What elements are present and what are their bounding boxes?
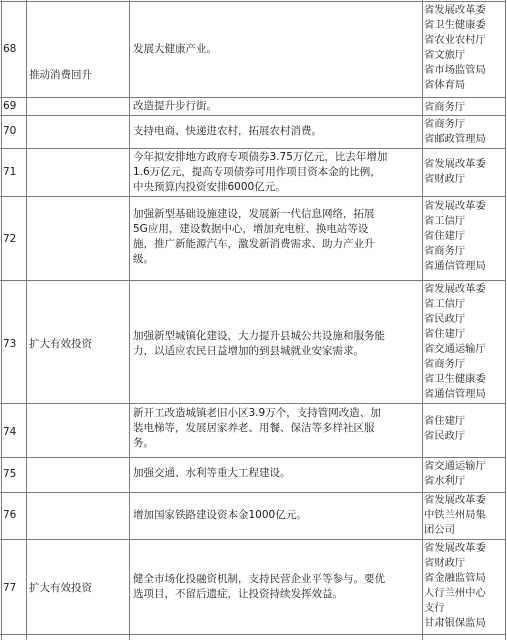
- row-divider: [0, 97, 26, 98]
- row-divider: [0, 196, 26, 197]
- task-line: 今年拟安排地方政府专项债券3.75万亿元，比去年增加: [133, 151, 388, 163]
- row-number: 68: [3, 43, 17, 55]
- dept-line: 省金融监管局: [424, 572, 486, 584]
- task-line: 务。: [133, 437, 154, 449]
- dept-line: 团公司: [424, 524, 455, 536]
- column-divider: [129, 0, 130, 640]
- dept-line: 省通信管理局: [424, 260, 486, 272]
- dept-line: 省水利厅: [424, 475, 466, 487]
- dept-line: 省工信厅: [424, 298, 466, 310]
- row-number: 69: [3, 100, 17, 112]
- dept-line: 省财政厅: [424, 173, 466, 185]
- dept-line: 省商务厅: [424, 101, 466, 113]
- dept-line: 省工信厅: [424, 215, 466, 227]
- row-divider: [0, 457, 26, 458]
- category-cell: 扩大有效投资: [29, 338, 92, 350]
- task-line: 5G应用，建设数据中心，增加充电桩、换电站等设: [133, 223, 369, 235]
- dept-line: 省卫生健康委: [424, 19, 486, 31]
- dept-line: 省商务厅: [424, 245, 466, 257]
- row-divider: [26, 97, 505, 98]
- task-line: 装电梯等，发展居家养老、用餐、保洁等多样社区服: [133, 422, 375, 434]
- task-line: 加强交通、水利等重大工程建设。: [133, 467, 291, 479]
- row-number: 74: [3, 426, 17, 438]
- dept-line: 省发展改革委: [424, 4, 486, 16]
- task-line: 新开工改造城镇老旧小区3.9万个，支持管网改造、加: [133, 407, 381, 419]
- dept-line: 省住建厅: [424, 415, 466, 427]
- task-line: 中央预算内投资安排6000亿元。: [133, 181, 286, 193]
- dept-line: 支行: [424, 602, 445, 614]
- dept-line: 省商务厅: [424, 118, 466, 130]
- row-divider: [0, 492, 26, 493]
- task-line: 施，推广新能源汽车，激发新消费需求、助力产业升: [133, 238, 375, 250]
- task-line: 增加国家铁路建设资本金1000亿元。: [133, 509, 307, 521]
- row-divider: [26, 492, 505, 493]
- row-number: 72: [3, 233, 17, 245]
- task-line: 级。: [133, 253, 154, 265]
- dept-line: 省发展改革委: [424, 283, 486, 295]
- row-divider: [0, 634, 505, 635]
- task-line: 力，以适应农民日益增加的到县城就业安家需求。: [133, 345, 364, 357]
- task-line: 改造提升步行街。: [133, 100, 217, 112]
- task-line: 支持电商、快递进农村，拓展农村消费。: [133, 125, 322, 137]
- task-line: 选项目，不留后遗症，让投资持续发挥效益。: [133, 588, 343, 600]
- dept-line: 省财政厅: [424, 557, 466, 569]
- dept-line: 省市场监管局: [424, 64, 486, 76]
- dept-line: 省交通运输厅: [424, 343, 486, 355]
- row-number: 73: [3, 338, 17, 350]
- row-divider: [26, 403, 505, 404]
- dept-line: 中铁兰州局集: [424, 509, 486, 521]
- row-divider: [0, 115, 26, 116]
- dept-line: 省发展改革委: [424, 542, 486, 554]
- dept-line: 省住建厅: [424, 230, 466, 242]
- dept-line: 人行兰州中心: [424, 587, 486, 599]
- category-cell: 推动消费回升: [29, 69, 92, 81]
- task-line: 1.6万亿元，提高专项债券可用作项目资本金的比例，: [133, 166, 381, 178]
- row-number: 76: [3, 509, 17, 521]
- row-divider: [26, 115, 505, 116]
- row-number: 75: [3, 468, 17, 480]
- row-number: 70: [3, 125, 17, 137]
- column-divider: [422, 0, 423, 640]
- dept-line: 省文旅厅: [424, 49, 466, 61]
- row-number: 77: [3, 582, 17, 594]
- dept-line: 省农业农村厅: [424, 34, 486, 46]
- row-divider: [0, 280, 26, 281]
- dept-line: 省住建厅: [424, 328, 466, 340]
- column-divider: [26, 0, 27, 640]
- dept-line: 省卫生健康委: [424, 373, 486, 385]
- dept-line: 省发展改革委: [424, 200, 486, 212]
- row-divider: [0, 403, 26, 404]
- task-line: 加强新型城镇化建设，大力提升县城公共设施和服务能: [133, 330, 385, 342]
- dept-line: 省商务厅: [424, 358, 466, 370]
- dept-line: 省发展改革委: [424, 494, 486, 506]
- row-divider: [0, 539, 505, 540]
- dept-line: 省通信管理局: [424, 388, 486, 400]
- dept-line: 省邮政管理局: [424, 133, 486, 145]
- task-line: 加强新型基础设施建设，发展新一代信息网络，拓展: [133, 208, 375, 220]
- row-divider: [26, 457, 505, 458]
- dept-line: 省体育局: [424, 79, 466, 91]
- dept-line: 省民政厅: [424, 430, 466, 442]
- dept-line: 甘肃银保监局: [424, 617, 486, 629]
- dept-line: 省民政厅: [424, 313, 466, 325]
- row-divider: [0, 148, 505, 149]
- row-divider: [26, 196, 505, 197]
- table-border-left: [1, 0, 2, 640]
- row-divider: [26, 280, 505, 281]
- row-divider: [0, 1, 505, 2]
- category-cell: 扩大有效投资: [29, 582, 92, 594]
- dept-line: 省交通运输厅: [424, 460, 486, 472]
- task-line: 发展大健康产业。: [133, 43, 217, 55]
- row-number: 71: [3, 166, 17, 178]
- dept-line: 省发展改革委: [424, 158, 486, 170]
- task-line: 健全市场化投融资机制，支持民营企业平等参与。要优: [133, 573, 385, 585]
